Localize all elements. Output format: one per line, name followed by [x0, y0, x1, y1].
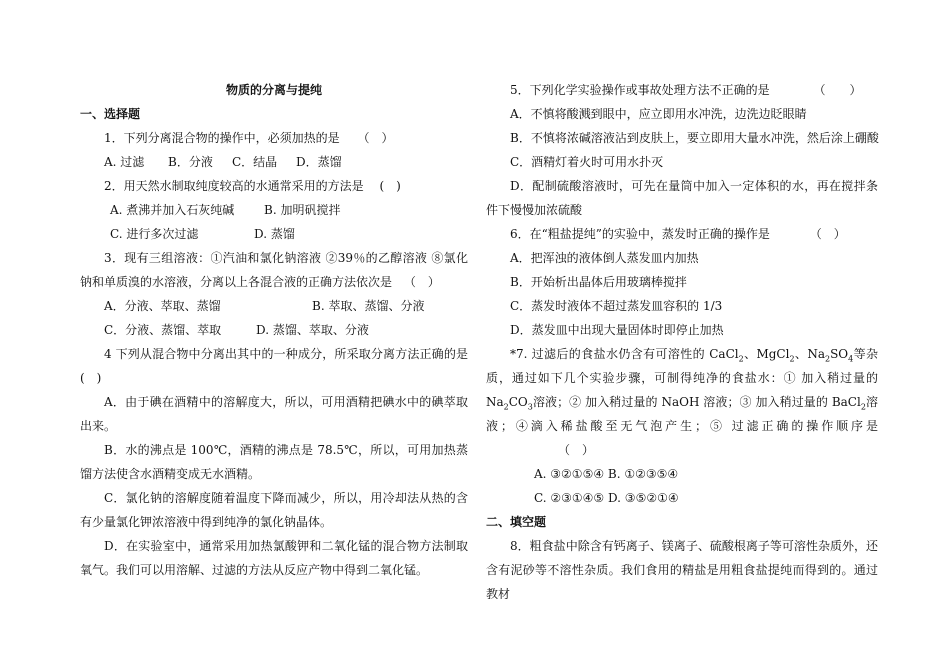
q7-options-row2: C. ②③①④⑤ D. ③⑤②①④ [534, 491, 679, 505]
question-6 [486, 222, 878, 246]
q2-options-row2 [80, 222, 468, 246]
q6-option-a: A．把浑浊的液体倒人蒸发皿内加热 [510, 251, 699, 265]
section-heading-choice: 一、选择题 [80, 107, 141, 121]
q7-text-5: 等杂质，通过如下几个实验步骤，可制得纯净的食盐水：① 加入稍过量的 Na [486, 347, 879, 409]
section-heading-fill: 二、填空题 [486, 515, 547, 529]
right-column [486, 78, 878, 606]
q1-option-c: C．结晶 [232, 155, 278, 169]
q2-option-a: A. 煮沸并加入石灰纯碱 [110, 203, 235, 217]
q4-option-a: A．由于碘在酒精中的溶解度大，所以，可用酒精把碘水中的碘萃取出来。 [80, 395, 468, 433]
q6-option-b: B．开始析出晶体后用玻璃棒搅拌 [510, 275, 687, 289]
q5-stem: 5．下列化学实验操作或事故处理方法不正确的是 [510, 83, 770, 97]
q4-option-c: C．氯化钠的溶解度随着温度下降而减少，所以，用冷却法从热的含有少量氯化钾浓溶液中得到纯净的氯化钠晶体。 [80, 491, 468, 529]
q7-text-6: CO [508, 395, 528, 409]
q7-sub: 3 [527, 402, 533, 412]
q2-options-row1 [80, 198, 468, 222]
left-column [80, 78, 468, 582]
q7-text-4: SO [830, 347, 849, 361]
q1-option-b: B．分液 [168, 155, 213, 169]
q2-option-c: C. 进行多次过滤 [110, 227, 199, 241]
q6-option-d: D．蒸发皿中出现大量固体时即停止加热 [510, 323, 724, 337]
q2-option-b: B. 加明矾搅拌 [264, 203, 341, 217]
q7-text-2: 、MgCl [743, 347, 790, 361]
question-7 [486, 342, 878, 462]
question-2 [80, 174, 468, 198]
q7-sub: 2 [789, 354, 795, 364]
q7-text-3: 、Na [794, 347, 825, 361]
q5-option-a: A．不慎将酸溅到眼中，应立即用水冲洗，边洗边眨眼睛 [510, 107, 807, 121]
q2-stem: 2．用天然水制取纯度较高的水通常采用的方法是 [104, 179, 364, 193]
q3-option-d: D. 蒸馏、萃取、分液 [256, 323, 369, 337]
question-1 [80, 126, 468, 150]
q3-options-row2 [80, 318, 468, 342]
q7-text-8: 溶液；④滴入稀盐酸至无气泡产生；⑤ 过滤正确的操作顺序是 [486, 395, 878, 433]
question-5 [486, 78, 878, 102]
q5-option-c: C．酒精灯着火时可用水扑灭 [510, 155, 664, 169]
q1-options [80, 150, 468, 174]
q1-answer-paren: （ ） [357, 131, 394, 145]
q6-stem: 6．在“粗盐提纯”的实验中，蒸发时正确的操作是 [510, 227, 770, 241]
q3-stem: 3．现有三组溶液：①汽油和氯化钠溶液 ②39％的乙醇溶液 ⑧氯化钠和单质溴的水溶液，分离以上各混合液的正确方法依次是 [80, 251, 468, 289]
q3-answer-paren: （ ） [403, 275, 440, 289]
q3-option-a: A．分液、萃取、蒸馏 [104, 299, 221, 313]
document-title: 物质的分离与提纯 [225, 83, 322, 97]
q1-option-a: A. 过滤 [104, 155, 145, 169]
q5-answer-paren: （ ） [813, 83, 862, 97]
q7-answer-paren: （ ） [558, 443, 595, 457]
q4-stem: 4 下列从混合物中分离出其中的一种成分，所采取分离方法正确的是( ) [80, 347, 468, 385]
q1-stem: 1．下列分离混合物的操作中，必须加热的是 [104, 131, 340, 145]
q4-option-b: B．水的沸点是 100℃，酒精的沸点是 78.5℃，所以，可用加热蒸馏方法使含水酒精变成无水酒精。 [80, 443, 468, 481]
q2-answer-paren: ( ) [379, 179, 401, 193]
q4-option-d: D．在实验室中，通常采用加热氯酸钾和二氧化锰的混合物方法制取氧气。我们可以用溶解、过滤的方法从反应产物中得到二氧化锰。 [80, 539, 468, 577]
q2-option-d: D. 蒸馏 [254, 227, 295, 241]
q6-option-c: C．蒸发时液体不超过蒸发皿容积的 1/3 [510, 299, 723, 313]
q7-sub: 2 [824, 354, 831, 364]
q6-answer-paren: （ ） [809, 227, 846, 241]
q5-option-d: D．配制硫酸溶液时，可先在量筒中加入一定体积的水，再在搅拌条件下慢慢加浓硫酸 [486, 179, 878, 217]
q7-sub: 2 [860, 402, 866, 412]
q7-sub: 2 [503, 402, 509, 412]
question-3 [80, 246, 468, 294]
q3-option-b: B. 萃取、蒸馏、分液 [312, 299, 425, 313]
q7-options-row1: A. ③②①⑤④ B. ①②③⑤④ [534, 467, 679, 481]
q7-sub: 2 [738, 354, 744, 364]
q7-sub: 4 [848, 354, 854, 364]
q7-text-7: 溶液；② 加入稍过量的 NaOH 溶液；③ 加入稍过量的 BaCl [532, 395, 861, 409]
q3-option-c: C．分液、蒸馏、萃取 [104, 323, 222, 337]
q7-text-1: *7. 过滤后的食盐水仍含有可溶性的 CaCl [510, 347, 739, 361]
question-8: 8．粗食盐中除含有钙离子、镁离子、硫酸根离子等可溶性杂质外，还含有泥砂等不溶性杂质。我们食用的精盐是用粗食盐提纯而得到的。通过教材 [486, 539, 878, 601]
q3-options-row1 [80, 294, 468, 318]
q5-option-b: B．不慎将浓碱溶液沾到皮肤上，要立即用大量水冲洗，然后涂上硼酸 [510, 131, 879, 145]
q1-option-d: D．蒸馏 [296, 155, 342, 169]
